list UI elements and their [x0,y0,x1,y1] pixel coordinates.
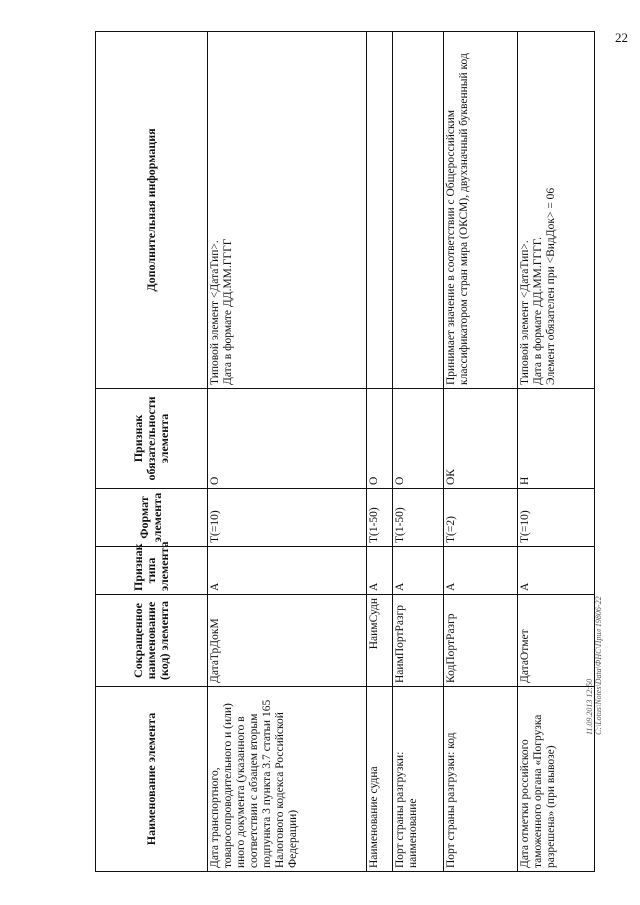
cell-name: Порт страны разгрузки: код [443,687,518,872]
table-row [443,32,518,872]
table-row [518,32,595,872]
rotated-table-container [95,32,595,872]
header-required: Признак обязательности элемента [96,389,208,489]
header-type: Признак типа элемента [96,547,208,595]
header-format: Формат элемента [96,489,208,547]
cell-code: ДатаТрДокМ [207,595,366,687]
header-code: Сокращенное наименование (код) элемента [96,595,208,687]
file-stamp-path: C:\Lotus\Notes\Data\ФНС\Прил 19806-22 [594,596,603,735]
cell-required: О [367,389,393,489]
cell-required: ОК [443,389,518,489]
cell-name: Порт страны разгрузки: наименование [392,687,443,872]
cell-code: КодПортРазгр [443,595,518,687]
cell-info: Типовой элемент <ДатаТип>. Дата в формате ДД.ММ.ГГГГ. Элемент обязателен при <ВидДок> = 06 [518,32,595,389]
cell-format: T(=10) [518,489,595,547]
cell-required: О [207,389,366,489]
cell-name: Дата транспортного, товаросопроводительного и (или) иного документа (указанного в соответствии с абзацем вторым подпункта 3 пункта 3.7 статьи 165 Налогового кодекса Российской Федерации) [207,687,366,872]
table-row [207,32,366,872]
cell-name: Наименование судна [367,687,393,872]
file-stamp-date: 11.09.2013 12:50 [585,678,594,735]
cell-info [367,32,393,389]
header-name: Наименование элемента [96,687,208,872]
cell-code: ДатаОтмет [518,595,595,687]
cell-format: T(1-50) [367,489,393,547]
cell-type: А [518,547,595,595]
table-row [367,32,393,872]
cell-info [392,32,443,389]
header-info: Дополнительная информация [96,32,208,389]
cell-type: А [443,547,518,595]
cell-format: T(=10) [207,489,366,547]
table-header-row [96,32,208,872]
elements-table [95,31,595,872]
cell-info: Принимает значение в соответствии с Общероссийским классификатором стран мира (ОКСМ), двухзначный буквенный код [443,32,518,389]
cell-format: T(1-50) [392,489,443,547]
cell-code: НаимПортРазгр [392,595,443,687]
table-row [392,32,443,872]
cell-required: Н [518,389,595,489]
cell-required: О [392,389,443,489]
cell-name: Дата отметки российского таможенного органа «Погрузка разрешена» (при вывозе) [518,687,595,872]
cell-type: А [392,547,443,595]
cell-type: А [207,547,366,595]
cell-info: Типовой элемент <ДатаТип>. Дата в формате ДД.ММ.ГГГГ [207,32,366,389]
page-number: 22 [615,30,628,45]
cell-format: T(=2) [443,489,518,547]
cell-type: А [367,547,393,595]
cell-code: НаимСудн [367,595,393,687]
